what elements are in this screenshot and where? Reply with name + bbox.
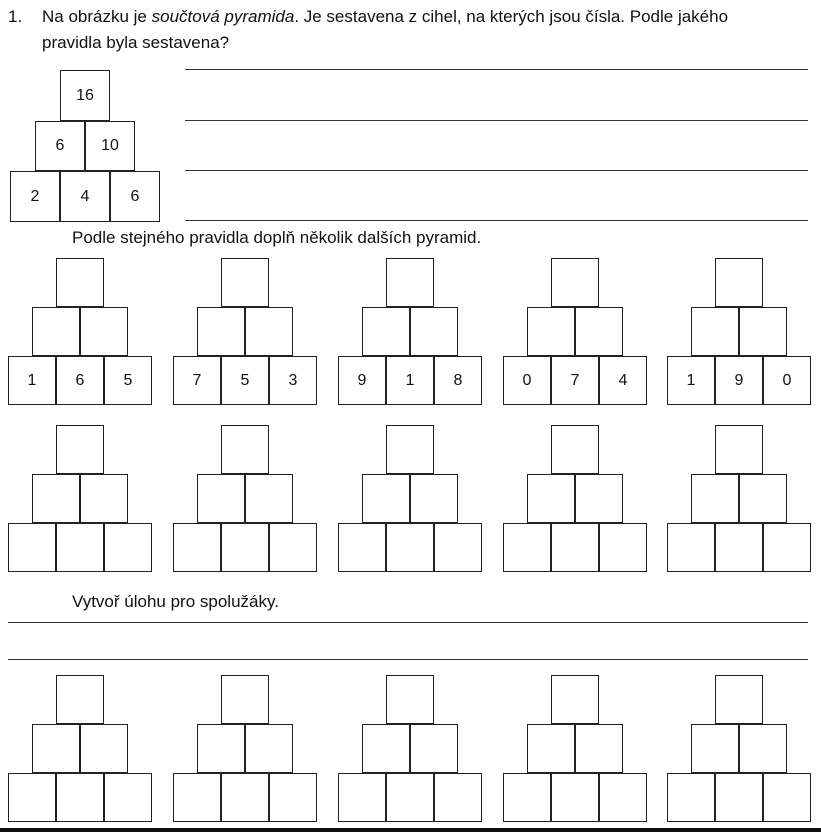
pyramid-cell-bottom-left[interactable] — [173, 773, 221, 822]
pyramid-row1-3 — [338, 258, 482, 408]
pyramid-cell-bottom-left: 1 — [667, 356, 715, 405]
pyramid-cell-bottom-middle[interactable] — [221, 523, 269, 572]
task-text-after: . Je sestavena z cihel, na kterých jsou čísla. Podle jakého — [294, 7, 729, 26]
pyramid-cell-bottom-right[interactable] — [599, 773, 647, 822]
pyramid-cell-bottom-right[interactable] — [763, 773, 811, 822]
pyramid-row2-3 — [338, 425, 482, 575]
pyramid-cell-top[interactable] — [551, 258, 599, 307]
pyramid-cell-middle-right[interactable] — [80, 724, 128, 773]
pyramid-cell-bottom-middle: 1 — [386, 356, 434, 405]
pyramid-cell-middle-right[interactable] — [410, 474, 458, 523]
pyramid-cell-middle-left[interactable] — [527, 474, 575, 523]
pyramid-cell-bottom-left[interactable] — [338, 523, 386, 572]
pyramid-cell-bottom-left[interactable] — [667, 523, 715, 572]
pyramid-cell-bottom-right: 4 — [599, 356, 647, 405]
task-question-line-1 — [42, 6, 728, 28]
pyramid-cell-bottom-right[interactable] — [434, 523, 482, 572]
pyramid-cell-top[interactable] — [715, 675, 763, 724]
pyramid-row1-1 — [8, 258, 152, 408]
instruction-fill: Podle stejného pravidla doplň několik dalších pyramid. — [72, 228, 482, 247]
pyramid-cell-bottom-right: 8 — [434, 356, 482, 405]
pyramid-cell-bottom-right[interactable] — [269, 523, 317, 572]
pyramid-cell-middle-right[interactable] — [575, 724, 623, 773]
pyramid-cell-middle-right[interactable] — [410, 724, 458, 773]
pyramid-cell-middle-left[interactable] — [32, 724, 80, 773]
pyramid-cell-middle-right[interactable] — [410, 307, 458, 356]
pyramid-row2-5 — [667, 425, 811, 575]
pyramid-cell-middle-right[interactable] — [80, 474, 128, 523]
pyramid-cell-top[interactable] — [56, 258, 104, 307]
pyramid-cell-bottom-right[interactable] — [763, 523, 811, 572]
pyramid-cell-bottom-middle: 5 — [221, 356, 269, 405]
task-text-before: Na obrázku je — [42, 7, 152, 26]
pyramid-cell-middle-left[interactable] — [32, 307, 80, 356]
example-cell-bottom-left: 2 — [10, 171, 60, 222]
pyramid-cell-middle-left[interactable] — [362, 307, 410, 356]
pyramid-cell-bottom-right[interactable] — [104, 523, 152, 572]
pyramid-cell-bottom-middle[interactable] — [715, 523, 763, 572]
pyramid-cell-top[interactable] — [551, 425, 599, 474]
pyramid-cell-middle-left[interactable] — [362, 724, 410, 773]
pyramid-cell-top[interactable] — [386, 675, 434, 724]
pyramid-cell-middle-left[interactable] — [197, 474, 245, 523]
pyramid-cell-middle-left[interactable] — [197, 724, 245, 773]
pyramid-cell-middle-right[interactable] — [575, 474, 623, 523]
page-bottom-border — [0, 828, 821, 832]
pyramid-cell-middle-left[interactable] — [32, 474, 80, 523]
pyramid-cell-bottom-left: 7 — [173, 356, 221, 405]
instruction-create: Vytvoř úlohu pro spolužáky. — [72, 592, 279, 611]
pyramid-cell-middle-left[interactable] — [691, 474, 739, 523]
pyramid-cell-bottom-right: 0 — [763, 356, 811, 405]
pyramid-cell-bottom-right: 5 — [104, 356, 152, 405]
example-cell-middle-left: 6 — [35, 121, 85, 171]
pyramid-cell-middle-right[interactable] — [245, 474, 293, 523]
pyramid-cell-bottom-left[interactable] — [503, 773, 551, 822]
pyramid-row1-5 — [667, 258, 811, 408]
pyramid-cell-bottom-middle[interactable] — [551, 773, 599, 822]
example-cell-top: 16 — [60, 70, 110, 121]
pyramid-cell-middle-right[interactable] — [739, 474, 787, 523]
pyramid-row1-2 — [173, 258, 317, 408]
pyramid-cell-bottom-right[interactable] — [104, 773, 152, 822]
pyramid-cell-top[interactable] — [715, 425, 763, 474]
pyramid-cell-middle-left[interactable] — [527, 307, 575, 356]
pyramid-cell-middle-right[interactable] — [80, 307, 128, 356]
pyramid-cell-middle-left[interactable] — [197, 307, 245, 356]
pyramid-cell-middle-right[interactable] — [245, 724, 293, 773]
pyramid-cell-top[interactable] — [386, 425, 434, 474]
pyramid-cell-bottom-middle[interactable] — [56, 773, 104, 822]
pyramid-cell-bottom-left: 0 — [503, 356, 551, 405]
pyramid-cell-bottom-right: 3 — [269, 356, 317, 405]
pyramid-row1-4 — [503, 258, 647, 408]
pyramid-cell-top[interactable] — [221, 258, 269, 307]
create-task-line-2[interactable] — [8, 659, 808, 660]
pyramid-row3-2 — [173, 675, 317, 825]
pyramid-cell-top[interactable] — [56, 425, 104, 474]
example-pyramid — [10, 70, 160, 220]
example-cell-bottom-right: 6 — [110, 171, 160, 222]
pyramid-cell-bottom-left[interactable] — [667, 773, 715, 822]
pyramid-cell-middle-right[interactable] — [575, 307, 623, 356]
pyramid-cell-middle-right[interactable] — [739, 307, 787, 356]
task-number: 1. — [8, 7, 23, 26]
pyramid-cell-bottom-left: 1 — [8, 356, 56, 405]
pyramid-row2-4 — [503, 425, 647, 575]
pyramid-cell-bottom-middle[interactable] — [551, 523, 599, 572]
answer-line-1[interactable] — [185, 69, 808, 70]
pyramid-cell-top[interactable] — [386, 258, 434, 307]
pyramid-row2-1 — [8, 425, 152, 575]
answer-line-4[interactable] — [185, 220, 808, 221]
pyramid-cell-bottom-middle: 6 — [56, 356, 104, 405]
pyramid-cell-bottom-middle[interactable] — [386, 773, 434, 822]
pyramid-cell-bottom-middle[interactable] — [221, 773, 269, 822]
pyramid-cell-bottom-middle: 9 — [715, 356, 763, 405]
pyramid-cell-middle-left[interactable] — [691, 307, 739, 356]
pyramid-cell-middle-left[interactable] — [691, 724, 739, 773]
create-task-line-1[interactable] — [8, 622, 808, 623]
pyramid-cell-middle-right[interactable] — [245, 307, 293, 356]
example-cell-bottom-middle: 4 — [60, 171, 110, 222]
pyramid-cell-bottom-middle: 7 — [551, 356, 599, 405]
pyramid-row3-4 — [503, 675, 647, 825]
pyramid-row3-1 — [8, 675, 152, 825]
pyramid-cell-bottom-left[interactable] — [8, 523, 56, 572]
answer-line-3[interactable] — [185, 170, 808, 171]
pyramid-cell-bottom-left[interactable] — [338, 773, 386, 822]
pyramid-cell-middle-right[interactable] — [739, 724, 787, 773]
pyramid-cell-top[interactable] — [221, 425, 269, 474]
pyramid-cell-bottom-left: 9 — [338, 356, 386, 405]
task-text-italic: součtová pyramida — [151, 7, 295, 26]
pyramid-row2-2 — [173, 425, 317, 575]
pyramid-row3-5 — [667, 675, 811, 825]
pyramid-cell-bottom-left[interactable] — [503, 523, 551, 572]
task-question-line-2: pravidla byla sestavena? — [42, 33, 230, 52]
pyramid-cell-bottom-right[interactable] — [434, 773, 482, 822]
pyramid-cell-bottom-right[interactable] — [599, 523, 647, 572]
pyramid-cell-bottom-middle[interactable] — [715, 773, 763, 822]
example-cell-middle-right: 10 — [85, 121, 135, 171]
pyramid-cell-bottom-middle[interactable] — [386, 523, 434, 572]
pyramid-cell-bottom-left[interactable] — [8, 773, 56, 822]
pyramid-cell-bottom-middle[interactable] — [56, 523, 104, 572]
pyramid-row3-3 — [338, 675, 482, 825]
pyramid-cell-bottom-left[interactable] — [173, 523, 221, 572]
pyramid-cell-top[interactable] — [56, 675, 104, 724]
pyramid-cell-top[interactable] — [715, 258, 763, 307]
pyramid-cell-bottom-right[interactable] — [269, 773, 317, 822]
pyramid-cell-middle-left[interactable] — [362, 474, 410, 523]
answer-line-2[interactable] — [185, 120, 808, 121]
pyramid-cell-top[interactable] — [551, 675, 599, 724]
pyramid-cell-middle-left[interactable] — [527, 724, 575, 773]
pyramid-cell-top[interactable] — [221, 675, 269, 724]
